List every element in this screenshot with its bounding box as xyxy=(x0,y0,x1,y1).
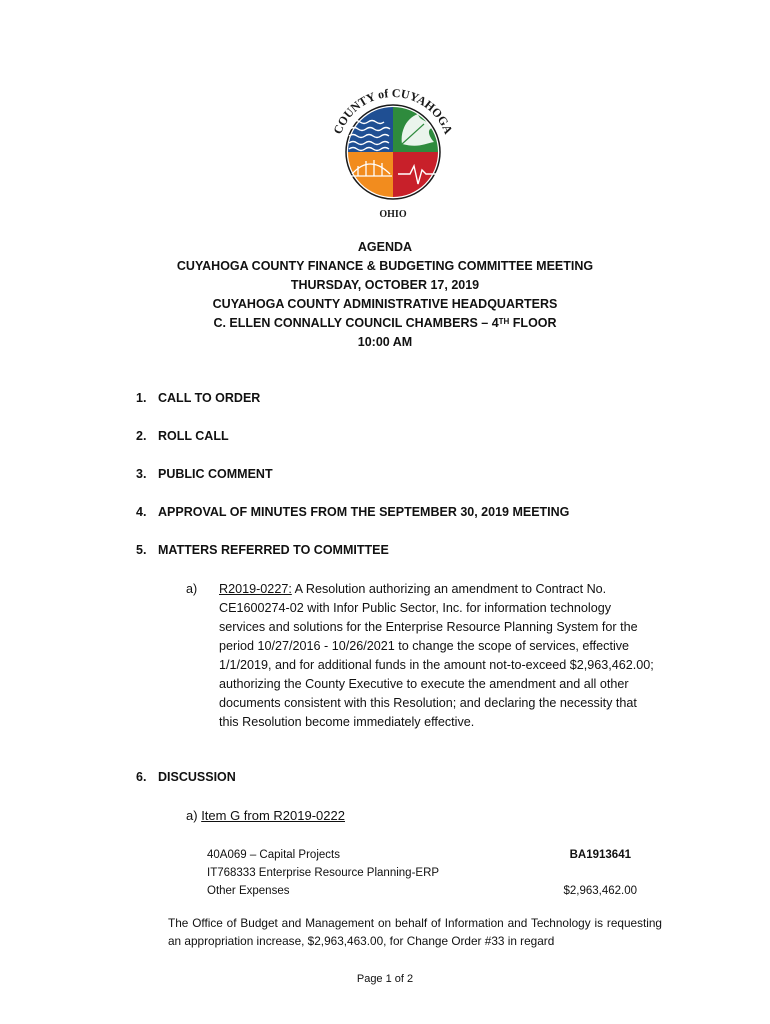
agenda-item-2: 2. ROLL CALL xyxy=(136,429,229,443)
header-line-committee: CUYAHOGA COUNTY FINANCE & BUDGETING COMMITTEE MEETING xyxy=(176,259,594,273)
discussion-item-reference: Item G from R2019-0222 xyxy=(201,808,345,823)
agenda-item-1: 1. CALL TO ORDER xyxy=(136,391,261,405)
header-line-chambers: C. ELLEN CONNALLY COUNCIL CHAMBERS – 4TH FLOOR xyxy=(213,316,557,330)
resolution-text: A Resolution authorizing an amendment to Contract No. CE1600274-02 with Infor Public Sector, Inc. for information technology services and solutions for the Enterprise Resource Planning System for the period 10/27/2016 - 10/26/2021 to change the scope of services, effective 1/1/2019, and for additional funds in the amount not-to-exceed $2,963,462.00; authorizing the County Executive to execute the amendment and all other documents consistent with this Resolution; and declaring the necessity that this Resolution become immediately effective. xyxy=(219,582,654,729)
discussion-paragraph: The Office of Budget and Management on behalf of Information and Technology is requesting an appropriation increase, $2,963,463.00, for Change Order #33 in regard xyxy=(168,916,662,948)
seal-bottom-text: OHIO xyxy=(379,209,407,220)
matters-item-letter: a) xyxy=(186,582,198,596)
resolution-reference: R2019-0227: xyxy=(219,582,292,596)
budget-code: BA1913641 xyxy=(569,849,631,861)
agenda-item-4: 4. APPROVAL OF MINUTES FROM THE SEPTEMBER 30, 2019 MEETING xyxy=(136,505,570,519)
header-line-time: 10:00 AM xyxy=(357,335,413,349)
svg-text:COUNTY of CUYAHOGA: COUNTY of CUYAHOGA xyxy=(330,85,456,137)
budget-amount: $2,963,462.00 xyxy=(563,885,637,897)
agenda-header xyxy=(100,238,670,352)
agenda-item-3: 3. PUBLIC COMMENT xyxy=(136,467,273,481)
header-line-building: CUYAHOGA COUNTY ADMINISTRATIVE HEADQUARTERS xyxy=(212,297,558,311)
header-line-date: THURSDAY, OCTOBER 17, 2019 xyxy=(290,278,480,292)
matters-item-a xyxy=(186,580,656,732)
header-line-agenda: AGENDA xyxy=(357,240,413,254)
budget-line-2: IT768333 Enterprise Resource Planning-ERP xyxy=(207,867,440,879)
budget-line-1: 40A069 – Capital Projects BA1913641 xyxy=(207,846,637,864)
agenda-item-5: 5. MATTERS REFERRED TO COMMITTEE xyxy=(136,543,389,557)
discussion-item-letter: a) xyxy=(186,808,198,823)
cuyahoga-county-seal xyxy=(322,74,464,224)
budget-lines xyxy=(207,846,637,900)
discussion-item-a xyxy=(186,808,345,823)
budget-line-3: Other Expenses $2,963,462.00 xyxy=(207,882,637,900)
page-number: Page 1 of 2 xyxy=(356,973,414,985)
agenda-item-6: 6. DISCUSSION xyxy=(136,770,236,784)
